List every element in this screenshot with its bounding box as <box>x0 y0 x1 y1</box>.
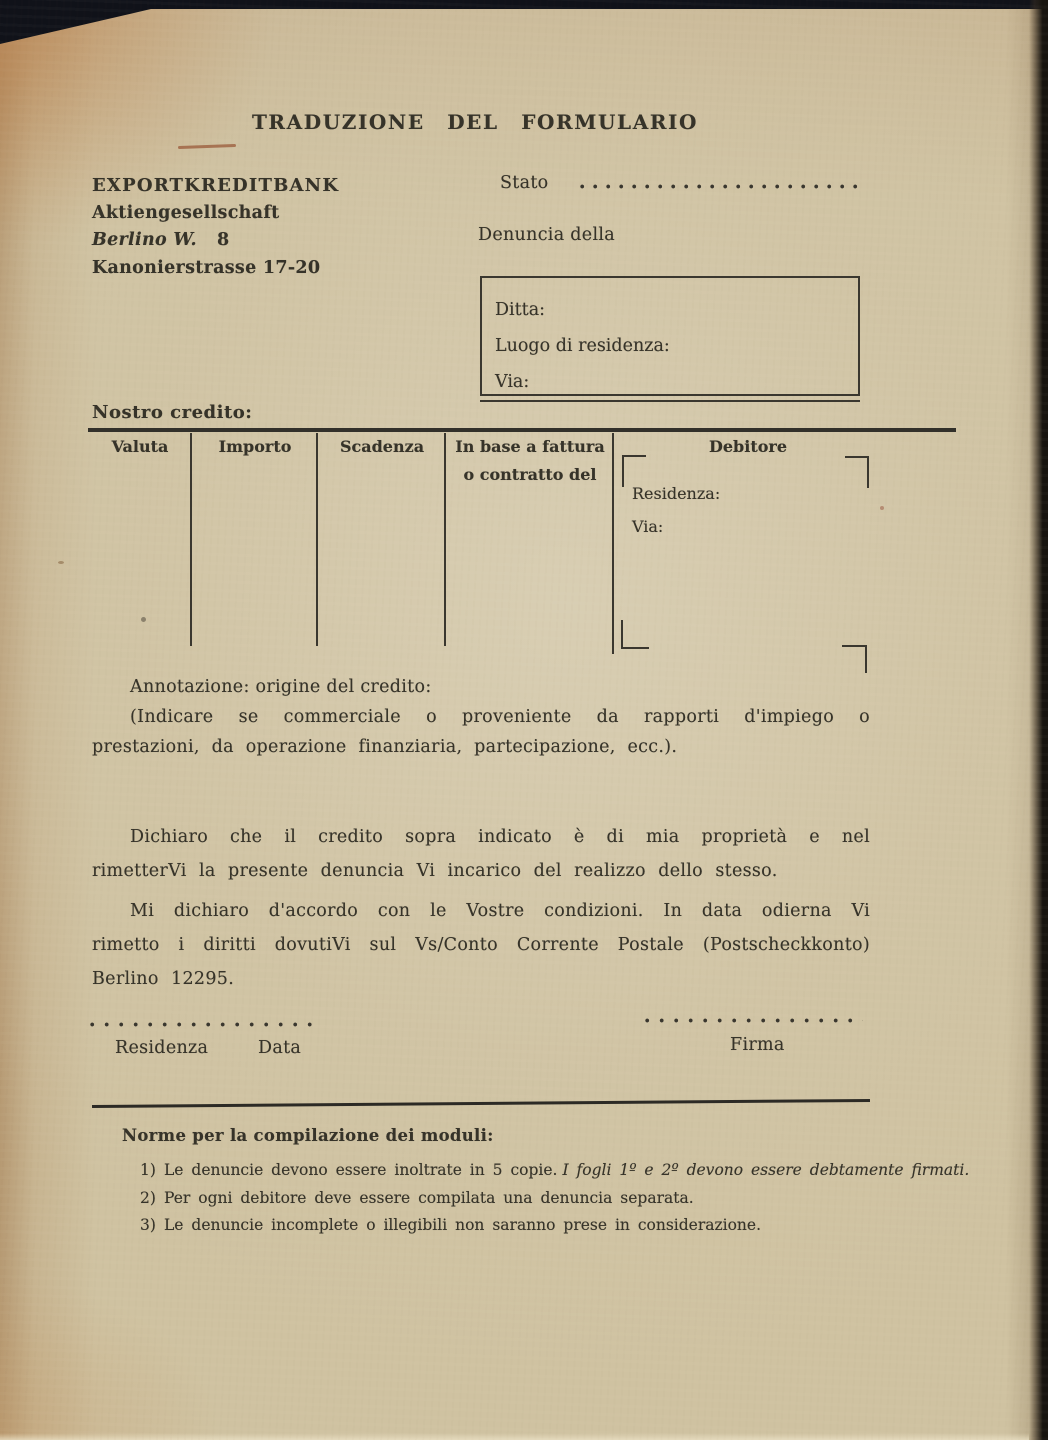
sender-legal-form: Aktiengesellschaft <box>92 202 280 223</box>
sender-street: Kanonierstrasse 17-20 <box>92 257 321 278</box>
table-divider <box>316 433 318 646</box>
denuncia-label: Denuncia della <box>478 225 615 245</box>
footer-heading: Norme per la compilazione dei moduli: <box>122 1126 494 1145</box>
scan-top-edge <box>0 0 1048 9</box>
luogo-field-label: Luogo di residenza: <box>495 336 670 356</box>
column-header-fattura-line1: In base a fattura <box>455 437 605 456</box>
sender-name: EXPORTKREDITBANK <box>92 175 340 196</box>
address-corner-mark <box>621 620 649 649</box>
sender-block <box>92 172 339 282</box>
declaration-block <box>92 820 870 996</box>
declaration-para1: Dichiaro che il credito sopra indicato è di mia proprietà e nel rimetterVi la presente denuncia Vi incarico del realizzo dello stesso. <box>92 827 870 881</box>
scan-right-edge <box>1029 0 1048 1440</box>
column-header-valuta: Valuta <box>111 437 169 456</box>
credit-table <box>88 428 956 654</box>
page-title: TRADUZIONE DEL FORMULARIO <box>251 110 699 134</box>
firma-dotted-line <box>645 1018 863 1023</box>
annotation-block <box>92 672 870 762</box>
sender-house-number: 8 <box>216 230 230 250</box>
debtor-via-label: Via: <box>632 517 664 536</box>
residenza-data-dotted-line <box>90 1022 322 1027</box>
table-divider <box>190 433 192 646</box>
footer-rule-1 <box>140 1157 970 1185</box>
sender-city <box>92 227 339 255</box>
address-corner-mark <box>842 645 867 673</box>
table-divider <box>444 433 446 646</box>
footer-rule-list <box>122 1157 970 1240</box>
footer-separator-rule <box>92 1099 870 1108</box>
signature-data-label: Data <box>258 1038 302 1058</box>
address-box-underline <box>480 400 860 402</box>
address-corner-mark <box>845 456 869 488</box>
column-header-fattura-line2: o contratto del <box>463 465 597 484</box>
via-field-label: Via: <box>495 372 530 392</box>
footer-rule-2 <box>140 1185 922 1213</box>
paper-speck <box>58 561 64 564</box>
column-header-debitore: Debitore <box>709 437 787 456</box>
footer-rule-3 <box>140 1212 922 1240</box>
address-box <box>480 276 860 396</box>
annotation-note: (Indicare se commerciale o proveniente da rapporti d'impiego o prestazioni, da operazione finanziaria, partecipazione, ecc.). <box>92 707 870 757</box>
signature-firma-label: Firma <box>730 1035 785 1055</box>
sender-city-name: Berlino W. <box>92 230 197 250</box>
stato-label: Stato <box>500 173 549 193</box>
stato-dotted-line <box>580 184 862 189</box>
table-top-rule <box>88 428 956 432</box>
debtor-residenza-label: Residenza: <box>632 484 721 503</box>
scan-corner-shadow <box>0 0 152 44</box>
rule-number: 2) <box>140 1188 156 1207</box>
scan-bottom-edge <box>0 1433 1029 1440</box>
pen-mark <box>178 144 236 149</box>
rule-text: Per ogni debitore deve essere compilata una denuncia separata. <box>164 1188 694 1207</box>
rule-number: 1) <box>140 1161 156 1179</box>
rule-text-italic: I fogli 1º e 2º devono essere debtamente firmati. <box>562 1161 970 1179</box>
table-divider <box>612 433 614 654</box>
rule-text: Le denuncie incomplete o illegibili non saranno prese in considerazione. <box>164 1216 762 1234</box>
column-header-scadenza: Scadenza <box>339 437 425 456</box>
footer-notes <box>122 1126 970 1240</box>
rule-number: 3) <box>140 1216 156 1234</box>
credit-heading: Nostro credito: <box>92 402 253 423</box>
signature-residenza-label: Residenza <box>115 1038 209 1058</box>
rule-text: Le denuncie devono essere inoltrate in 5 copie. <box>164 1161 558 1179</box>
ditta-field-label: Ditta: <box>495 300 546 320</box>
column-header-importo: Importo <box>218 437 292 456</box>
declaration-para2: Mi dichiaro d'accordo con le Vostre condizioni. In data odierna Vi rimetto i diritti dovutiVi sul Vs/Conto Corrente Postale (Postscheckkonto) Berlino 12295. <box>92 901 870 989</box>
address-corner-mark <box>622 455 646 487</box>
annotation-heading: Annotazione: origine del credito: <box>130 677 432 697</box>
